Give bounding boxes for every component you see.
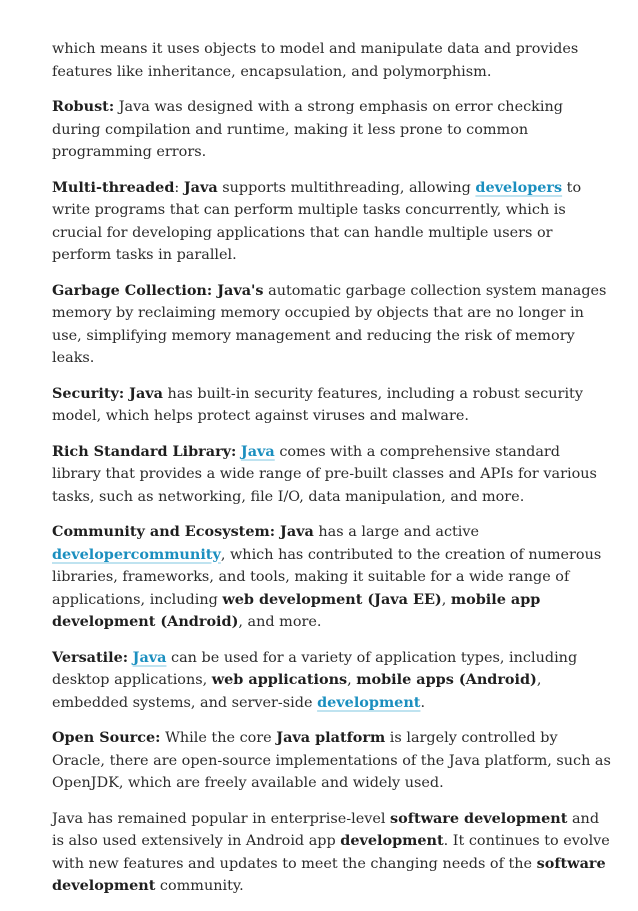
article-body	[52, 38, 612, 911]
stdlib-body: comes with a comprehensive standard library that provides a wide range of pre-built classes and APIs for various tasks, such as networking, file I/O, data manipulation, and more.	[52, 443, 597, 505]
community-text-2: , which has contributed to the creation of numerous libraries, frameworks, and tools, making it suitable for a wide range of applications, including	[52, 546, 602, 608]
developercommunity-link[interactable]: developercommunity	[52, 545, 221, 563]
multithreaded-text-1: supports multithreading, allowing	[217, 179, 476, 196]
versatile-term: Versatile:	[52, 648, 129, 666]
security-body: has built-in security features, including a robust security model, which helps protect against viruses and malware.	[52, 385, 583, 424]
community-bold-1: web development (Java EE)	[222, 590, 442, 608]
java-link-versatile[interactable]: Java	[132, 648, 167, 666]
stdlib-term: Rich Standard Library:	[52, 442, 237, 460]
closing-text-3: . It continues to evolve with new features and updates to meet the changing needs of the	[52, 833, 610, 872]
multithreaded-text-2: to write programs that can perform multiple tasks concurrently, which is crucial for developing applications that can handle multiple users or perform tasks in parallel.	[52, 179, 582, 263]
versatile-text-4: .	[420, 694, 426, 711]
paragraph-garbage-collection	[52, 280, 612, 370]
robust-body: Java was designed with a strong emphasis on error checking during compilation and runtime, making it less prone to common programming errors.	[52, 99, 563, 160]
opensource-text-1: While the core	[160, 730, 277, 746]
multithreaded-java: Java	[183, 178, 218, 196]
community-text-3: ,	[441, 591, 451, 608]
robust-term: Robust:	[52, 98, 115, 115]
closing-bold-2: development	[340, 832, 444, 849]
java-link[interactable]: Java	[240, 442, 275, 460]
paragraph-intro	[52, 38, 612, 83]
community-bold-2: mobile app development (Android)	[52, 590, 541, 630]
closing-bold-1: software development	[390, 809, 568, 827]
community-text-4: , and more.	[238, 614, 322, 630]
intro-text: which means it uses objects to model and manipulate data and provides features like inheritance, encapsulation, and polymorphism.	[52, 41, 579, 80]
versatile-text-2: ,	[347, 672, 357, 688]
versatile-text-3: , embedded systems, and server-side	[52, 672, 542, 711]
opensource-term: Open Source:	[52, 729, 161, 746]
closing-text-2: and is also used extensively in Android app	[52, 810, 600, 849]
closing-text-4: community.	[155, 878, 244, 894]
developers-link[interactable]: developers	[475, 178, 563, 196]
community-text-1: has a large and active	[313, 524, 480, 540]
paragraph-versatile	[52, 647, 612, 715]
opensource-text-2: is largely controlled by Oracle, there are open-source implementations of the Java platform, such as OpenJDK, which are freely available and widely used.	[52, 730, 611, 791]
versatile-bold-2: mobile apps (Android)	[356, 671, 537, 688]
multithreaded-term: Multi-threaded	[52, 178, 175, 196]
paragraph-multithreaded	[52, 177, 612, 267]
gc-body: automatic garbage collection system manages memory by reclaiming memory occupied by objects that are no longer in use, simplifying memory management and reducing the risk of memory leaks.	[52, 282, 607, 366]
versatile-text-1: can be used for a variety of application types, including desktop applications,	[52, 649, 578, 688]
opensource-bold-1: Java platform	[276, 729, 386, 746]
gc-term: Garbage Collection: Java's	[52, 281, 264, 299]
closing-text-1: Java has remained popular in enterprise-level	[52, 810, 391, 827]
security-term: Security: Java	[52, 384, 163, 402]
paragraph-standard-library	[52, 441, 612, 509]
versatile-bold-1: web applications	[211, 671, 348, 688]
closing-bold-3: software development	[52, 854, 606, 894]
development-link[interactable]: development	[317, 693, 421, 711]
multithreaded-sep: :	[174, 179, 184, 196]
community-term: Community and Ecosystem: Java	[52, 523, 314, 540]
paragraph-robust	[52, 96, 612, 164]
paragraph-community	[52, 521, 612, 634]
paragraph-open-source	[52, 727, 612, 795]
paragraph-security	[52, 383, 612, 428]
paragraph-closing	[52, 808, 612, 898]
